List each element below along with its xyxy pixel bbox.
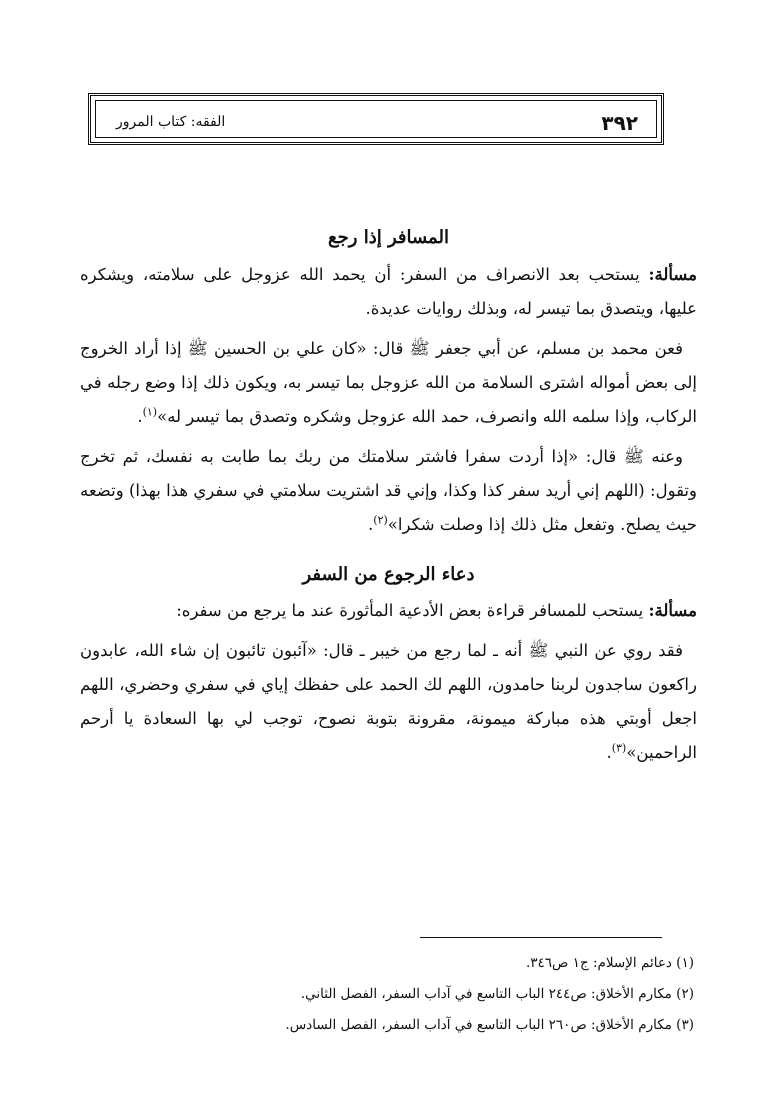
running-title: الفقه: كتاب المرور (116, 114, 226, 130)
paragraph-text: فقد روي عن النبي ﷺ أنه ـ لما رجع من خيبر ـ قال: «آئبون تائبون إن شاء الله، عابدون راكعون ساجدون لربنا حامدون، اللهم لك الحمد على حفظك إياي في سفري وحضري، اللهم اجعل أوبتي هذه مباركة ميمونة، مقرونة بتوبة نصوح، توجب لي بها السعادة يا أرحم الراحمين» (80, 641, 697, 762)
section-title-traveler-returns: المسافر إذا رجع (328, 227, 449, 248)
running-header (88, 93, 664, 145)
paragraph-text: وعنه ﷺ قال: «إذا أردت سفرا فاشتر سلامتك من ربك بما طابت به نفسك، ثم تخرج وتقول: (اللهم إني أريد سفر كذا وكذا، وإني قد اشتريت سلامتي في سفري هذا بهذا) وتضعه حيث يصلح. وتفعل مثل ذلك إذا وصلت شكرا» (80, 447, 697, 534)
paragraph-text: يستحب للمسافر قراءة بعض الأدعية المأثورة عند ما يرجع من سفره: (176, 601, 649, 620)
issue-term: مسألة: (648, 265, 697, 284)
paragraph-end: . (606, 743, 612, 762)
footnote-ref-3: (٣) (611, 741, 627, 755)
header-inner-frame (95, 100, 657, 138)
footnote-1: (١) دعائم الإسلام: ج١ ص٣٤٦. (525, 955, 694, 971)
paragraph-issue-2 (80, 594, 697, 628)
paragraph-text: يستحب بعد الانصراف من السفر: أن يحمد الله عزوجل على سلامته، ويشكره عليها، ويتصدق بما تيسر له، وبذلك روايات عديدة. (80, 265, 697, 318)
main-text (80, 218, 697, 776)
footnotes (90, 948, 694, 1041)
paragraph-narration-3 (80, 634, 697, 770)
footnote-3: (٣) مكارم الأخلاق: ص٢٦٠ الباب التاسع في آداب السفر، الفصل السادس. (285, 1017, 694, 1033)
page-number: ٣٩٢ (601, 111, 638, 135)
issue-term: مسألة: (648, 601, 697, 620)
paragraph-narration-1 (80, 332, 697, 434)
paragraph-end: . (368, 515, 374, 534)
footnote-ref-1: (١) (142, 405, 158, 419)
footnote-ref-2: (٢) (373, 513, 388, 527)
paragraph-end: . (137, 407, 143, 426)
footnote-2: (٢) مكارم الأخلاق: ص٢٤٤ الباب التاسع في آداب السفر، الفصل الثاني. (300, 986, 694, 1002)
paragraph-text: فعن محمد بن مسلم، عن أبي جعفر ﷺ قال: «كان علي بن الحسين ﷺ إذا أراد الخروج إلى بعض أمواله اشترى السلامة من الله عزوجل بما تيسر به، ويكون ذلك إذا وضع رجله في الركاب، وإذا سلمه الله وانصرف، حمد الله عزوجل وشكره وتصدق بما تيسر له» (80, 339, 697, 426)
footnote-separator (420, 937, 662, 938)
section-title-return-prayer: دعاء الرجوع من السفر (302, 564, 475, 585)
paragraph-issue-1 (80, 258, 697, 326)
paragraph-narration-2 (80, 440, 697, 542)
